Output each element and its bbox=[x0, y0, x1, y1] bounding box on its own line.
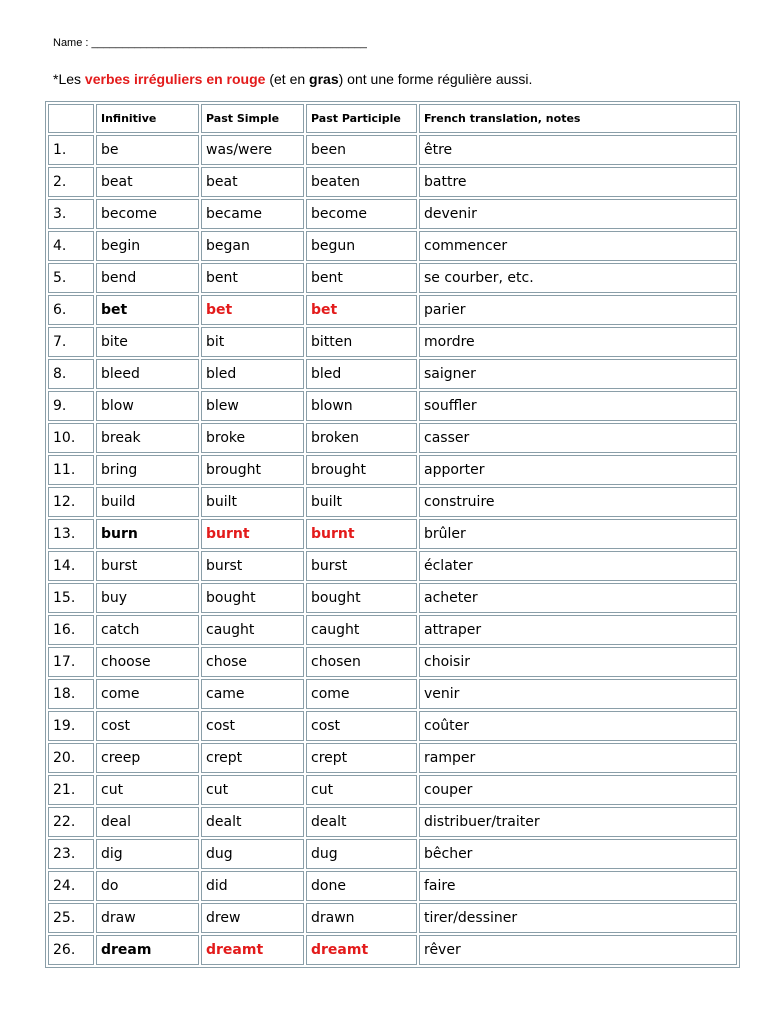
french-translation-cell: choisir bbox=[419, 647, 737, 677]
table-row bbox=[48, 647, 737, 677]
past-simple-cell: dreamt bbox=[201, 935, 304, 965]
row-number: 6. bbox=[48, 295, 94, 325]
past-simple-cell: crept bbox=[201, 743, 304, 773]
row-number: 14. bbox=[48, 551, 94, 581]
infinitive-cell: draw bbox=[96, 903, 199, 933]
past-simple-cell: cut bbox=[201, 775, 304, 805]
infinitive-cell: beat bbox=[96, 167, 199, 197]
row-number: 12. bbox=[48, 487, 94, 517]
infinitive-cell: do bbox=[96, 871, 199, 901]
table-row bbox=[48, 551, 737, 581]
past-participle-cell: dreamt bbox=[306, 935, 417, 965]
past-participle-cell: bet bbox=[306, 295, 417, 325]
past-simple-cell: caught bbox=[201, 615, 304, 645]
verb-table bbox=[45, 101, 740, 968]
note-suffix: ) ont une forme régulière aussi. bbox=[338, 71, 533, 87]
table-row bbox=[48, 423, 737, 453]
french-translation-cell: mordre bbox=[419, 327, 737, 357]
infinitive-cell: come bbox=[96, 679, 199, 709]
row-number: 19. bbox=[48, 711, 94, 741]
row-number: 17. bbox=[48, 647, 94, 677]
infinitive-cell: cost bbox=[96, 711, 199, 741]
table-row bbox=[48, 935, 737, 965]
past-participle-cell: cost bbox=[306, 711, 417, 741]
past-participle-cell: done bbox=[306, 871, 417, 901]
past-simple-cell: became bbox=[201, 199, 304, 229]
infinitive-cell: creep bbox=[96, 743, 199, 773]
infinitive-cell: build bbox=[96, 487, 199, 517]
infinitive-cell: blow bbox=[96, 391, 199, 421]
table-row bbox=[48, 615, 737, 645]
header-past-participle: Past Participle bbox=[306, 104, 417, 133]
past-participle-cell: begun bbox=[306, 231, 417, 261]
table-row bbox=[48, 711, 737, 741]
table-row bbox=[48, 295, 737, 325]
table-row bbox=[48, 839, 737, 869]
past-participle-cell: broken bbox=[306, 423, 417, 453]
french-translation-cell: faire bbox=[419, 871, 737, 901]
past-participle-cell: chosen bbox=[306, 647, 417, 677]
french-translation-cell: casser bbox=[419, 423, 737, 453]
past-simple-cell: beat bbox=[201, 167, 304, 197]
past-simple-cell: burnt bbox=[201, 519, 304, 549]
table-row bbox=[48, 167, 737, 197]
table-row bbox=[48, 487, 737, 517]
past-participle-cell: cut bbox=[306, 775, 417, 805]
past-simple-cell: bled bbox=[201, 359, 304, 389]
table-row bbox=[48, 775, 737, 805]
past-participle-cell: bitten bbox=[306, 327, 417, 357]
table-row bbox=[48, 871, 737, 901]
french-translation-cell: devenir bbox=[419, 199, 737, 229]
infinitive-cell: deal bbox=[96, 807, 199, 837]
table-row bbox=[48, 263, 737, 293]
table-row bbox=[48, 807, 737, 837]
french-translation-cell: souffler bbox=[419, 391, 737, 421]
instruction-note bbox=[53, 71, 532, 87]
infinitive-cell: cut bbox=[96, 775, 199, 805]
infinitive-cell: dream bbox=[96, 935, 199, 965]
row-number: 24. bbox=[48, 871, 94, 901]
past-participle-cell: bled bbox=[306, 359, 417, 389]
infinitive-cell: bleed bbox=[96, 359, 199, 389]
past-participle-cell: crept bbox=[306, 743, 417, 773]
infinitive-cell: catch bbox=[96, 615, 199, 645]
infinitive-cell: break bbox=[96, 423, 199, 453]
row-number: 18. bbox=[48, 679, 94, 709]
note-prefix: *Les bbox=[53, 71, 85, 87]
past-simple-cell: chose bbox=[201, 647, 304, 677]
past-participle-cell: bought bbox=[306, 583, 417, 613]
table-row bbox=[48, 135, 737, 165]
row-number: 3. bbox=[48, 199, 94, 229]
past-simple-cell: broke bbox=[201, 423, 304, 453]
past-simple-cell: burst bbox=[201, 551, 304, 581]
french-translation-cell: apporter bbox=[419, 455, 737, 485]
past-participle-cell: been bbox=[306, 135, 417, 165]
french-translation-cell: ramper bbox=[419, 743, 737, 773]
table-row bbox=[48, 455, 737, 485]
french-translation-cell: parier bbox=[419, 295, 737, 325]
infinitive-cell: bite bbox=[96, 327, 199, 357]
infinitive-cell: be bbox=[96, 135, 199, 165]
row-number: 9. bbox=[48, 391, 94, 421]
row-number: 16. bbox=[48, 615, 94, 645]
past-participle-cell: caught bbox=[306, 615, 417, 645]
past-simple-cell: bent bbox=[201, 263, 304, 293]
note-bold-text: gras bbox=[309, 71, 339, 87]
french-translation-cell: bêcher bbox=[419, 839, 737, 869]
past-simple-cell: bought bbox=[201, 583, 304, 613]
past-simple-cell: was/were bbox=[201, 135, 304, 165]
french-translation-cell: construire bbox=[419, 487, 737, 517]
french-translation-cell: venir bbox=[419, 679, 737, 709]
french-translation-cell: être bbox=[419, 135, 737, 165]
past-participle-cell: built bbox=[306, 487, 417, 517]
french-translation-cell: tirer/dessiner bbox=[419, 903, 737, 933]
header-past-simple: Past Simple bbox=[201, 104, 304, 133]
past-simple-cell: drew bbox=[201, 903, 304, 933]
infinitive-cell: bet bbox=[96, 295, 199, 325]
row-number: 25. bbox=[48, 903, 94, 933]
row-number: 10. bbox=[48, 423, 94, 453]
past-participle-cell: dealt bbox=[306, 807, 417, 837]
row-number: 13. bbox=[48, 519, 94, 549]
past-simple-cell: bet bbox=[201, 295, 304, 325]
past-participle-cell: dug bbox=[306, 839, 417, 869]
past-simple-cell: bit bbox=[201, 327, 304, 357]
infinitive-cell: bring bbox=[96, 455, 199, 485]
french-translation-cell: se courber, etc. bbox=[419, 263, 737, 293]
past-participle-cell: become bbox=[306, 199, 417, 229]
name-field-label: Name : _____________________________________________ bbox=[53, 37, 367, 49]
row-number: 7. bbox=[48, 327, 94, 357]
past-simple-cell: dealt bbox=[201, 807, 304, 837]
row-number: 23. bbox=[48, 839, 94, 869]
french-translation-cell: brûler bbox=[419, 519, 737, 549]
past-participle-cell: drawn bbox=[306, 903, 417, 933]
table-header-row bbox=[48, 104, 737, 133]
table-row bbox=[48, 583, 737, 613]
row-number: 22. bbox=[48, 807, 94, 837]
infinitive-cell: buy bbox=[96, 583, 199, 613]
table-row bbox=[48, 327, 737, 357]
table-row bbox=[48, 231, 737, 261]
french-translation-cell: éclater bbox=[419, 551, 737, 581]
infinitive-cell: burn bbox=[96, 519, 199, 549]
row-number: 5. bbox=[48, 263, 94, 293]
table-row bbox=[48, 903, 737, 933]
table-row bbox=[48, 679, 737, 709]
past-simple-cell: did bbox=[201, 871, 304, 901]
french-translation-cell: couper bbox=[419, 775, 737, 805]
row-number: 21. bbox=[48, 775, 94, 805]
table-row bbox=[48, 519, 737, 549]
past-simple-cell: dug bbox=[201, 839, 304, 869]
french-translation-cell: attraper bbox=[419, 615, 737, 645]
table-row bbox=[48, 199, 737, 229]
french-translation-cell: saigner bbox=[419, 359, 737, 389]
row-number: 11. bbox=[48, 455, 94, 485]
past-simple-cell: began bbox=[201, 231, 304, 261]
note-red-text: verbes irréguliers en rouge bbox=[84, 71, 266, 87]
past-participle-cell: burnt bbox=[306, 519, 417, 549]
row-number: 15. bbox=[48, 583, 94, 613]
header-infinitive: Infinitive bbox=[96, 104, 199, 133]
past-simple-cell: blew bbox=[201, 391, 304, 421]
past-simple-cell: cost bbox=[201, 711, 304, 741]
past-simple-cell: built bbox=[201, 487, 304, 517]
past-participle-cell: blown bbox=[306, 391, 417, 421]
french-translation-cell: distribuer/traiter bbox=[419, 807, 737, 837]
row-number: 2. bbox=[48, 167, 94, 197]
infinitive-cell: begin bbox=[96, 231, 199, 261]
past-participle-cell: bent bbox=[306, 263, 417, 293]
french-translation-cell: battre bbox=[419, 167, 737, 197]
past-simple-cell: came bbox=[201, 679, 304, 709]
infinitive-cell: dig bbox=[96, 839, 199, 869]
row-number: 4. bbox=[48, 231, 94, 261]
table-row bbox=[48, 743, 737, 773]
header-french-translation: French translation, notes bbox=[419, 104, 737, 133]
row-number: 26. bbox=[48, 935, 94, 965]
table-row bbox=[48, 391, 737, 421]
row-number: 1. bbox=[48, 135, 94, 165]
french-translation-cell: rêver bbox=[419, 935, 737, 965]
french-translation-cell: coûter bbox=[419, 711, 737, 741]
infinitive-cell: become bbox=[96, 199, 199, 229]
infinitive-cell: bend bbox=[96, 263, 199, 293]
table-row bbox=[48, 359, 737, 389]
note-middle: (et en bbox=[265, 71, 310, 87]
french-translation-cell: commencer bbox=[419, 231, 737, 261]
infinitive-cell: burst bbox=[96, 551, 199, 581]
infinitive-cell: choose bbox=[96, 647, 199, 677]
past-simple-cell: brought bbox=[201, 455, 304, 485]
french-translation-cell: acheter bbox=[419, 583, 737, 613]
past-participle-cell: brought bbox=[306, 455, 417, 485]
past-participle-cell: burst bbox=[306, 551, 417, 581]
row-number: 8. bbox=[48, 359, 94, 389]
row-number: 20. bbox=[48, 743, 94, 773]
header-number bbox=[48, 104, 94, 133]
past-participle-cell: beaten bbox=[306, 167, 417, 197]
past-participle-cell: come bbox=[306, 679, 417, 709]
